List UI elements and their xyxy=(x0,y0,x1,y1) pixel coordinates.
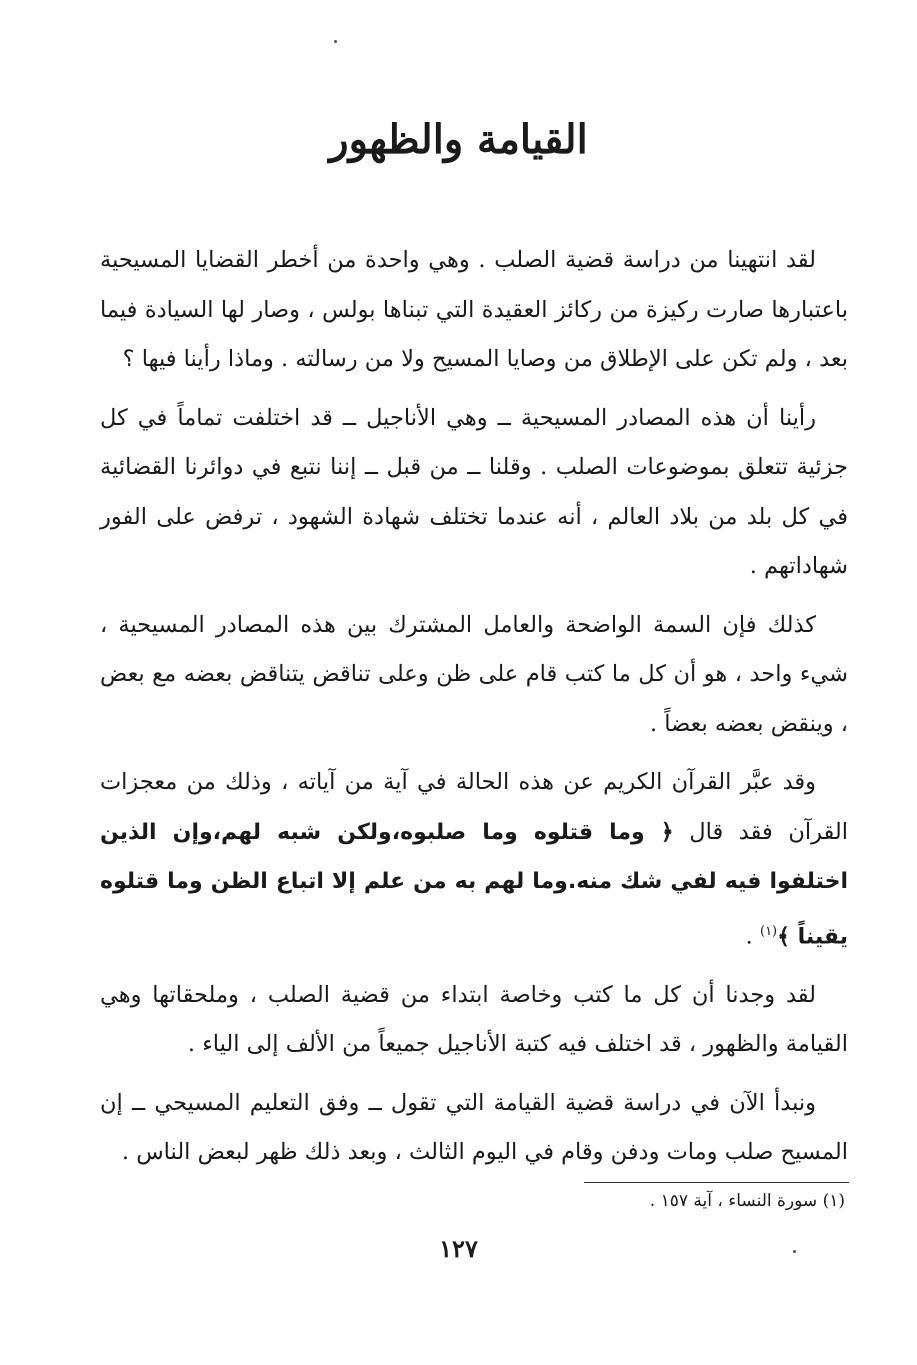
paragraph-2-text: رأينا أن هذه المصادر المسيحية ــ وهي الأناجيل ــ قد اختلفت تماماً في كل جزئية تتعلق بموضوعات الصلب . وقلنا ــ من قبل ــ إننا نتبع في دوائرنا القضائية في كل بلد من بلاد العالم ، أنه عندما تختلف شهادة الشهود ، ترفض على الفور شهاداتهم . xyxy=(100,404,848,579)
paragraph-5 xyxy=(100,1079,848,1178)
footnote: (١) سورة النساء ، آية ١٥٧ . xyxy=(649,1191,845,1211)
footnote-divider xyxy=(584,1182,849,1183)
paragraph-4-text: لقد وجدنا أن كل ما كتب وخاصة ابتداء من قضية الصلب ، وملحقاتها وهي القيامة والظهور ، قد اختلف فيه كتبة الأناجيل جميعاً من الألف إلى الياء . xyxy=(100,981,848,1057)
quran-end: . xyxy=(745,923,760,949)
body-text xyxy=(100,236,848,1187)
scan-speck xyxy=(334,40,337,43)
paragraph-3 xyxy=(100,601,848,750)
paragraph-3-text: كذلك فإن السمة الواضحة والعامل المشترك بين هذه المصادر المسيحية ، شيء واحد ، هو أن كل ما كتب قام على ظن وعلى تناقض يتناقض بعضه مع بعض ، وينقض بعضه بعضاً . xyxy=(100,611,848,737)
paragraph-2 xyxy=(100,394,848,592)
paragraph-1 xyxy=(100,236,848,385)
paragraph-quran xyxy=(100,758,848,962)
quran-intro: وقد عبَّر القرآن الكريم عن هذه الحالة في آية من آياته ، وذلك من معجزات القرآن فقد قال xyxy=(100,769,849,845)
chapter-title: القيامة والظهور xyxy=(329,116,588,163)
paragraph-4 xyxy=(100,971,848,1070)
page-number: ١٢٧ xyxy=(439,1234,478,1263)
scan-speck xyxy=(793,1250,796,1253)
paragraph-1-text: لقد انتهينا من دراسة قضية الصلب . وهي واحدة من أخطر القضايا المسيحية باعتبارها صارت ركيزة من ركائز العقيدة التي تبناها بولس ، وصار لها السيادة فيما بعد ، ولم تكن على الإطلاق من وصايا المسيح ولا من رسالته . وماذا رأينا فيها ؟ xyxy=(100,247,848,372)
quran-verse: ﴿ وما قتلوه وما صلبوه،ولكن شبه لهم،وإن الذين اختلفوا فيه لفي شك منه.وما لهم به من علم إلا اتباع الظن وما قتلوه يقيناً ﴾ xyxy=(100,819,848,949)
footnote-marker: (١) xyxy=(759,923,778,939)
paragraph-5-text: ونبدأ الآن في دراسة قضية القيامة التي تقول ــ وفق التعليم المسيحي ــ إن المسيح صلب ومات ودفن وقام في اليوم الثالث ، وبعد ذلك ظهر لبعض الناس . xyxy=(100,1089,848,1165)
